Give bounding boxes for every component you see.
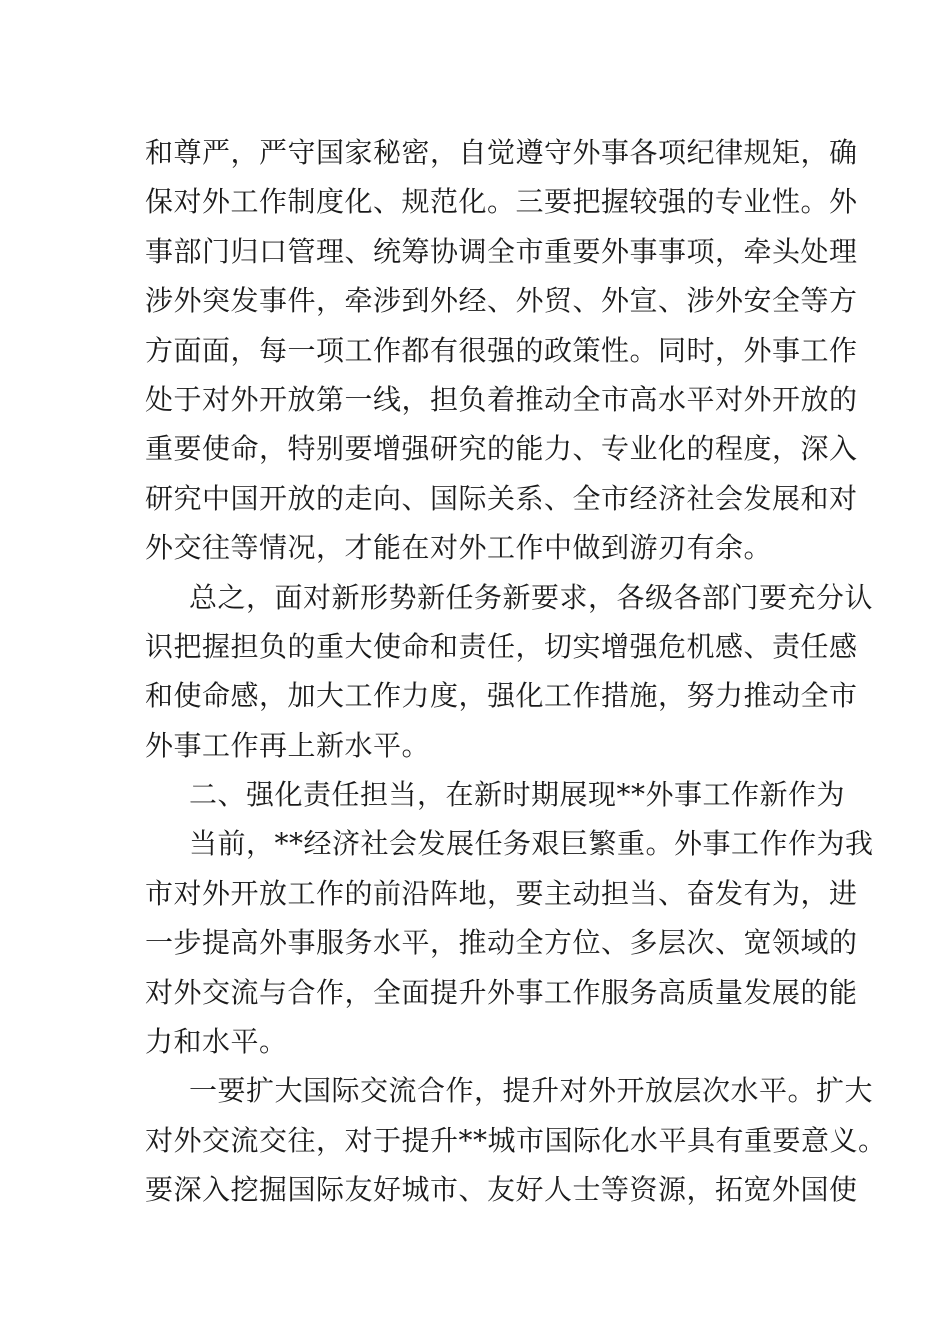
text-line: 外交往等情况，才能在对外工作中做到游刃有余。 — [145, 531, 773, 565]
text-line: 一步提高外事服务水平，推动全方位、多层次、宽领域的 — [145, 926, 858, 960]
text-line: 涉外突发事件，牵涉到外经、外贸、外宣、涉外安全等方 — [145, 284, 858, 318]
text-line: 研究中国开放的走向、国际关系、全市经济社会发展和对 — [145, 481, 858, 515]
text-line: 重要使命，特别要增强研究的能力、专业化的程度，深入 — [145, 432, 858, 466]
paragraph-start-line: 总之，面对新形势新任务新要求，各级各部门要充分认 — [189, 580, 874, 614]
text-line: 对外交流与合作，全面提升外事工作服务高质量发展的能 — [145, 975, 858, 1009]
text-line: 要深入挖掘国际友好城市、友好人士等资源，拓宽外国使 — [145, 1173, 858, 1207]
document-body — [145, 128, 887, 1215]
text-line: 外事工作再上新水平。 — [145, 728, 431, 762]
paragraph-start-line: 当前，**经济社会发展任务艰巨繁重。外事工作作为我 — [189, 827, 874, 861]
text-line: 方面面，每一项工作都有很强的政策性。同时，外事工作 — [145, 333, 858, 367]
text-line: 保对外工作制度化、规范化。三要把握较强的专业性。外 — [145, 185, 858, 219]
text-line: 和使命感，加大工作力度，强化工作措施，努力推动全市 — [145, 679, 858, 713]
text-line: 对外交流交往，对于提升**城市国际化水平具有重要意义。 — [145, 1123, 887, 1157]
paragraph-start-line: 一要扩大国际交流合作，提升对外开放层次水平。扩大 — [189, 1074, 874, 1108]
text-line: 处于对外开放第一线，担负着推动全市高水平对外开放的 — [145, 382, 858, 416]
text-line: 市对外开放工作的前沿阵地，要主动担当、奋发有为，进 — [145, 876, 858, 910]
text-line: 和尊严，严守国家秘密，自觉遵守外事各项纪律规矩，确 — [145, 136, 858, 169]
text-line: 事部门归口管理、统筹协调全市重要外事事项，牵头处理 — [145, 234, 858, 268]
text-line: 识把握担负的重大使命和责任，切实增强危机感、责任感 — [145, 629, 858, 663]
text-line: 力和水平。 — [145, 1025, 288, 1059]
section-heading: 二、强化责任担当，在新时期展现**外事工作新作为 — [189, 778, 846, 812]
